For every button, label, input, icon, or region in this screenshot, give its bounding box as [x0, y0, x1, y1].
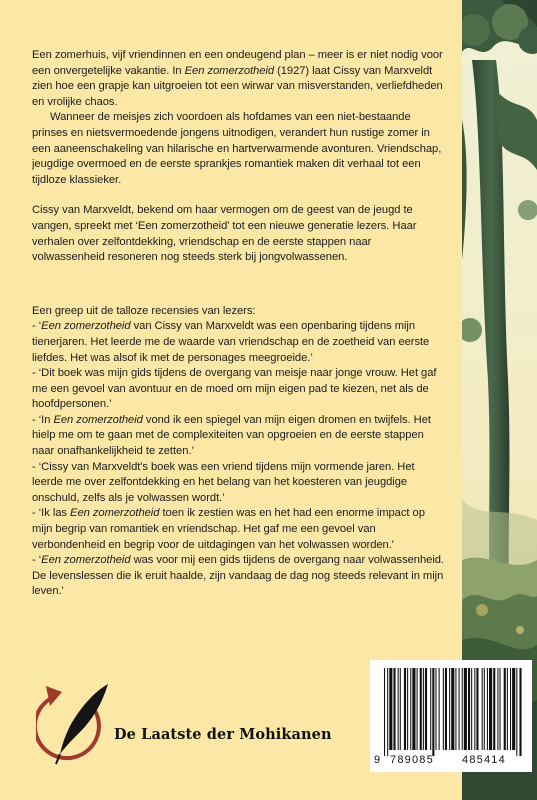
barcode-bar: [507, 668, 508, 750]
review-5: [32, 506, 444, 553]
barcode-bar: [423, 668, 424, 750]
barcode-bar: [404, 668, 406, 750]
barcode-bar: [482, 668, 483, 750]
review-2: - ‘Dit boek was mijn gids tijdens de overgang van meisje naar jonge vrouw. Het gaf me een gevoel van avontuur en de moed om mijn eigen pad te kiezen, net als de hoofdpersonen.’: [32, 367, 437, 411]
reviews-intro: Een greep uit de talloze recensies van lezers:: [32, 304, 256, 317]
barcode-bar: [489, 668, 492, 750]
review-text: - ‘Ik las: [32, 507, 71, 520]
author-paragraph: Cissy van Marxveldt, bekend om haar vermogen om de geest van de jeugd te vangen, spreekt met ‘Een zomerzotheid’ tot een nieuwe generatie lezers. Haar verhalen over zelfontdekking, vriendschap en de eerste stappen naar volwassenheid resoneren nog steeds sterk bij jongvolwassenen.: [32, 204, 417, 264]
barcode-bar: [449, 668, 450, 750]
barcode-bar: [451, 668, 454, 750]
review-text: - ‘: [32, 554, 42, 567]
blurb-text: (1927) laat Cissy van Marxveldt zien hoe een grapje kan uitgroeien tot een wirwar van misverstanden, verliefdheden en vrolijke chaos.: [32, 64, 443, 108]
isbn-barcode: [370, 660, 532, 772]
review-4: - ‘Cissy van Marxveldt's boek was een vriend tijdens mijn vormende jaren. Het leerde me over zelfontdekking en het belang van het koesteren van jeugdige onschuld, zelfs als je volwassen wordt.’: [32, 460, 415, 504]
barcode-bar: [500, 668, 501, 750]
book-title-italic: Een zomerzotheid: [70, 507, 160, 520]
review-text: - ‘In: [32, 413, 54, 426]
barcode-bar: [393, 668, 395, 750]
barcode-bar: [516, 668, 517, 756]
barcode-bar: [493, 668, 495, 750]
book-title-italic: Een zomerzotheid: [41, 554, 131, 567]
publisher-logo: [36, 682, 336, 782]
barcode-bar: [417, 668, 418, 750]
barcode-bar: [497, 668, 498, 750]
barcode-bar: [445, 668, 447, 750]
barcode-bar: [425, 668, 427, 750]
review-6: [32, 553, 444, 600]
barcode-bar: [384, 668, 385, 756]
barcode-bar: [430, 668, 431, 750]
barcode-bar: [410, 668, 411, 750]
review-3: [32, 413, 444, 460]
blurb-text: Een zomerhuis, vijf vriendinnen en een ondeugend plan – meer is er niet nodig voor een onvergetelijke vakantie. In: [32, 49, 443, 77]
barcode-bar: [487, 668, 488, 750]
barcode-bar: [484, 668, 485, 750]
barcode-bar: [504, 668, 506, 750]
review-1: [32, 319, 444, 366]
barcode-bar: [387, 668, 388, 756]
blurb-paragraph-1: [32, 48, 444, 110]
barcode-bar: [468, 668, 470, 750]
barcode-bar: [407, 668, 408, 750]
barcode-bar: [512, 668, 515, 750]
barcode-bar: [459, 668, 460, 750]
book-title-italic: Een zomerzotheid: [41, 320, 131, 333]
barcode-bar: [462, 668, 463, 750]
barcode-bar: [455, 668, 456, 750]
review-text: vond ik een spiegel van mijn eigen dromen en twijfels. Het hielp me om te gaan met de complexiteiten van opgroeien en de eerste stappen naar onafhankelijkheid te zetten.’: [32, 413, 431, 458]
barcode-bar: [420, 668, 422, 750]
publisher-name: De Laatste der Mohikanen: [114, 726, 332, 743]
spacer: [32, 266, 444, 304]
barcode-bar: [435, 668, 436, 750]
spacer: [32, 188, 444, 203]
barcode-bar: [519, 668, 521, 756]
barcode-bar: [400, 668, 401, 750]
barcode-bar: [439, 668, 440, 750]
barcode-bar: [398, 668, 399, 750]
barcode-bar: [412, 668, 415, 750]
barcode-bar: [389, 668, 392, 750]
review-text: was voor mij een gids tijdens de overgang naar volwassenheid. De levenslessen die ik eruit haalde, zijn vandaag de dag nog steeds relevant in mijn leven.': [32, 554, 444, 598]
review-text: van Cissy van Marxveldt was een openbaring tijdens mijn tienerjaren. Het leerde me de waarde van vriendschap en de zoetheid van eerste liefdes. Het was alsof ik met de personages meegroeide.’: [32, 320, 430, 364]
book-title-italic: Een zomerzotheid: [184, 64, 275, 77]
barcode-group-1: 789085: [390, 754, 434, 766]
barcode-bar: [476, 668, 478, 750]
book-title-italic: Een zomerzotheid: [53, 413, 143, 426]
quill-circle-arrow-icon: [36, 682, 116, 782]
barcode-bar: [432, 668, 434, 756]
barcode-bar: [443, 668, 444, 750]
barcode-bar: [510, 668, 511, 750]
review-text: - ‘: [32, 320, 42, 333]
barcode-bar: [474, 668, 475, 750]
barcode-bar: [471, 668, 472, 750]
back-cover-text: [32, 48, 444, 600]
review-text: toen ik zestien was en het had een enorme impact op mijn begrip van romantiek en vriendschap. Het gaf me een gevoel van verbondenheid en begrip voor de uitdagingen van het volwassen worden.': [32, 507, 425, 551]
blurb-paragraph-2: Wanneer de meisjes zich voordoen als hofdames van een niet-bestaande prinses en nietsvermoedende jongens uitnodigen, verandert hun rustige zomer in een aaneenschakeling van hilarische en hartverwarmende avonturen. Vriendschap, jeugdige overmoed en de eerste sprankjes romantiek maken dit verhaal tot een tijdloze klassieker.: [32, 111, 442, 186]
barcode-group-2: 485414: [462, 754, 506, 766]
barcode-digit-first: 9: [374, 754, 382, 766]
barcode-bar: [464, 668, 467, 750]
